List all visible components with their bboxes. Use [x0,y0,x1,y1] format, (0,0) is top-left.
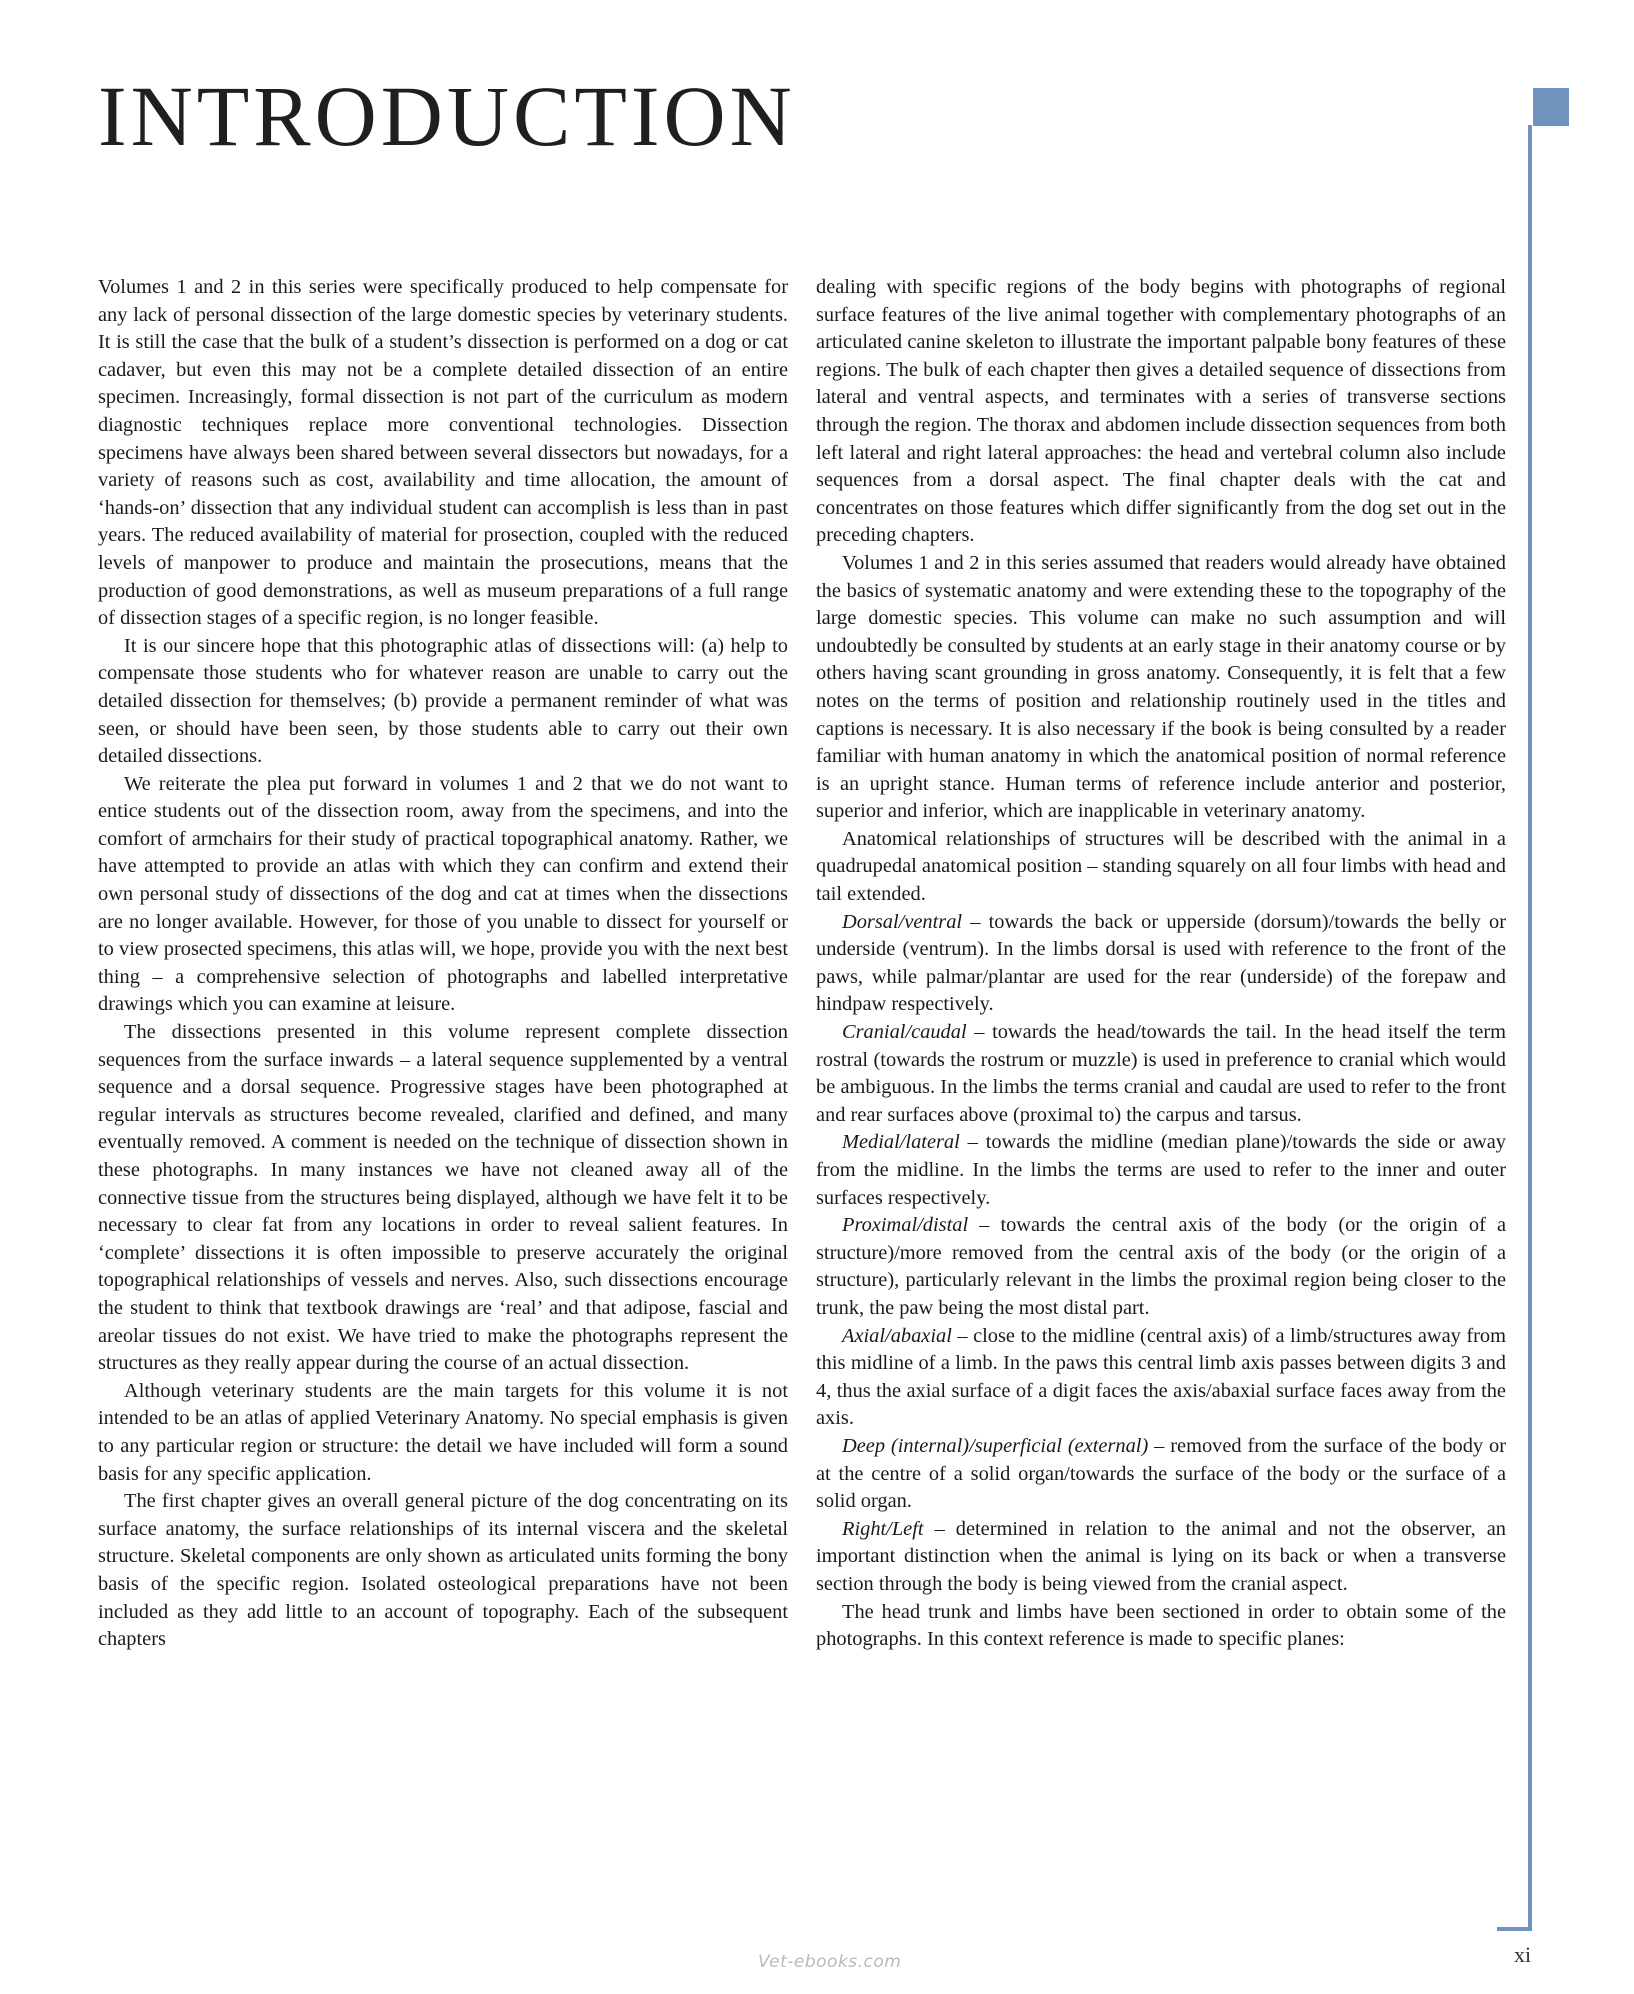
chapter-tab-marker [1533,88,1569,126]
term-definition [816,1212,1506,1322]
paragraph: Volumes 1 and 2 in this series assumed that readers would already have obtained the basics of systematic anatomy and were extending these to the topography of the large domestic species. This volume can make no such assumption and will undoubtedly be consulted by students at an early stage in their anatomy course or by others having scant grounding in gross anatomy. Consequently, it is felt that a few notes on the terms of position and relationship routinely used in the titles and captions is necessary. It is also necessary if the book is being consulted by a reader familiar with human anatomy in which the anatomical position of normal reference is an upright stance. Human terms of reference include anterior and posterior, superior and inferior, which are inapplicable in veterinary anatomy. [816,551,1506,823]
term: Deep (internal)/superficial (external) [842,1434,1149,1457]
paragraph: Anatomical relationships of structures will be described with the animal in a quadrupedal anatomical position – standing squarely on all four limbs with head and tail extended. [816,827,1506,906]
definition: – towards the central axis of the body (or the origin of a structure)/more removed from the central axis of the body (or the origin of a structure), particularly relevant in the limbs the proximal region being closer to the trunk, the paw being the most distal part. [816,1214,1506,1319]
definition: – towards the midline (median plane)/towards the side or away from the midline. In the limbs the terms are used to refer to the inner and outer surfaces respectively. [816,1131,1506,1209]
term: Right/Left [842,1517,924,1540]
definition: – close to the midline (central axis) of a limb/structures away from this midline of a limb. In the paws this central limb axis passes between digits 3 and 4, thus the axial surface of a digit faces the axis/abaxial surface faces away from the axis. [816,1324,1506,1430]
paragraph: Although veterinary students are the main targets for this volume it is not intended to be an atlas of applied Veterinary Anatomy. No special emphasis is given to any particular region or structure: the detail we have included will form a sound basis for any specific application. [98,1379,788,1485]
watermark: Vet-ebooks.com [758,1952,902,1972]
margin-rule-foot [1497,1927,1532,1931]
term-definition [816,1433,1506,1516]
left-column [98,274,788,1654]
term: Cranial/caudal [842,1021,967,1044]
definition: – towards the head/towards the tail. In the head itself the term rostral (towards the rostrum or muzzle) is used in preference to cranial which would be ambiguous. In the limbs the terms cranial and caudal are used to refer to the front and rear surfaces above (proximal to) the carpus and tarsus. [816,1021,1506,1126]
paragraph: Volumes 1 and 2 in this series were specifically produced to help compensate for any lack of personal dissection of the large domestic species by veterinary students. It is still the case that the bulk of a student’s dissection is performed on a dog or cat cadaver, but even this may not be a complete detailed dissection of an entire specimen. Increasingly, formal dissection is not part of the curriculum as modern diagnostic techniques replace more conventional technologies. Dissection specimens have always been shared between several dissectors but nowadays, for a variety of reasons such as cost, availability and time allocation, the amount of ‘hands-on’ dissection that any individual student can accomplish is less than in past years. The reduced availability of material for prosection, coupled with the reduced levels of manpower to produce and maintain the prosecutions, means that the production of good demonstrations, as well as museum preparations of a full range of dissection stages of a specific region, is no longer feasible. [98,276,788,630]
definition: – determined in relation to the animal and not the observer, an important distinction when the animal is lying on its back or when a transverse section through the body is being viewed from the cranial aspect. [816,1517,1506,1595]
margin-rule [1528,125,1532,1930]
paragraph: The head trunk and limbs have been sectioned in order to obtain some of the photographs. In this context reference is made to specific planes: [816,1600,1506,1651]
right-column [816,274,1506,1654]
definition: – removed from the surface of the body or at the centre of a solid organ/towards the surface of the body or the surface of a solid organ. [816,1434,1506,1513]
paragraph: We reiterate the plea put forward in volumes 1 and 2 that we do not want to entice students out of the dissection room, away from the specimens, and into the comfort of armchairs for their study of practical topographical anatomy. Rather, we have attempted to provide an atlas with which they can confirm and extend their own personal study of dissections of the dog and cat at times when the dissections are no longer available. However, for those of you unable to dissect for yourself or to view prosected specimens, this atlas will, we hope, provide you with the next best thing – a comprehensive selection of photographs and labelled interpretative drawings which you can examine at leisure. [98,772,788,1016]
paragraph: The first chapter gives an overall general picture of the dog concentrating on its surface anatomy, the surface relationships of its internal viscera and the skeletal structure. Skeletal components are only shown as articulated units forming the bony basis of the specific region. Isolated osteological preparations have not been included as they add little to an account of topography. Each of the subsequent chapters [98,1490,788,1651]
term: Axial/abaxial [842,1324,952,1347]
page-title: INTRODUCTION [98,68,796,164]
term: Medial/lateral [842,1131,960,1154]
page-number: xi [1514,1942,1532,1967]
term-definition [816,1019,1506,1129]
definition: – towards the back or upperside (dorsum)/towards the belly or underside (ventrum). In the limbs dorsal is used with reference to the front of the paws, while palmar/plantar are used for the rear (underside) of the forepaw and hindpaw respectively. [816,910,1506,1016]
term: Dorsal/ventral [842,910,963,933]
paragraph: dealing with specific regions of the body begins with photographs of regional surface features of the live animal together with complementary photographs of an articulated canine skeleton to illustrate the important palpable bony features of these regions. The bulk of each chapter then gives a detailed sequence of dissections from lateral and ventral aspects, and terminates with a series of transverse sections through the region. The thorax and abdomen include dissection sequences from both left lateral and right lateral approaches: the head and vertebral column also include sequences from a dorsal aspect. The final chapter deals with the cat and concentrates on those features which differ significantly from the dog set out in the preceding chapters. [816,276,1506,547]
term-definition [816,909,1506,1019]
term-definition [816,1129,1506,1212]
term-definition [816,1323,1506,1433]
term-definition [816,1516,1506,1599]
term: Proximal/distal [842,1214,969,1237]
paragraph: The dissections presented in this volume represent complete dissection sequences from the surface inwards – a lateral sequence supplemented by a ventral sequence and a dorsal sequence. Progressive stages have been photographed at regular intervals as structures become revealed, clarified and defined, and many eventually removed. A comment is needed on the technique of dissection shown in these photographs. In many instances we have not cleaned away all of the connective tissue from the structures being displayed, although we have felt it to be necessary to clear fat from any locations in order to reveal salient features. In ‘complete’ dissections it is often impossible to preserve accurately the original topographical relationships of vessels and nerves. Also, such dissections encourage the student to think that textbook drawings are ‘real’ and that adipose, fascial and areolar tissues do not exist. We have tried to make the photographs represent the structures as they really appear during the course of an actual dissection. [98,1021,788,1375]
paragraph: It is our sincere hope that this photographic atlas of dissections will: (a) help to compensate those students who for whatever reason are unable to carry out the detailed dissection for themselves; (b) provide a permanent reminder of what was seen, or should have been seen, by those students able to carry out their own detailed dissections. [98,634,788,768]
